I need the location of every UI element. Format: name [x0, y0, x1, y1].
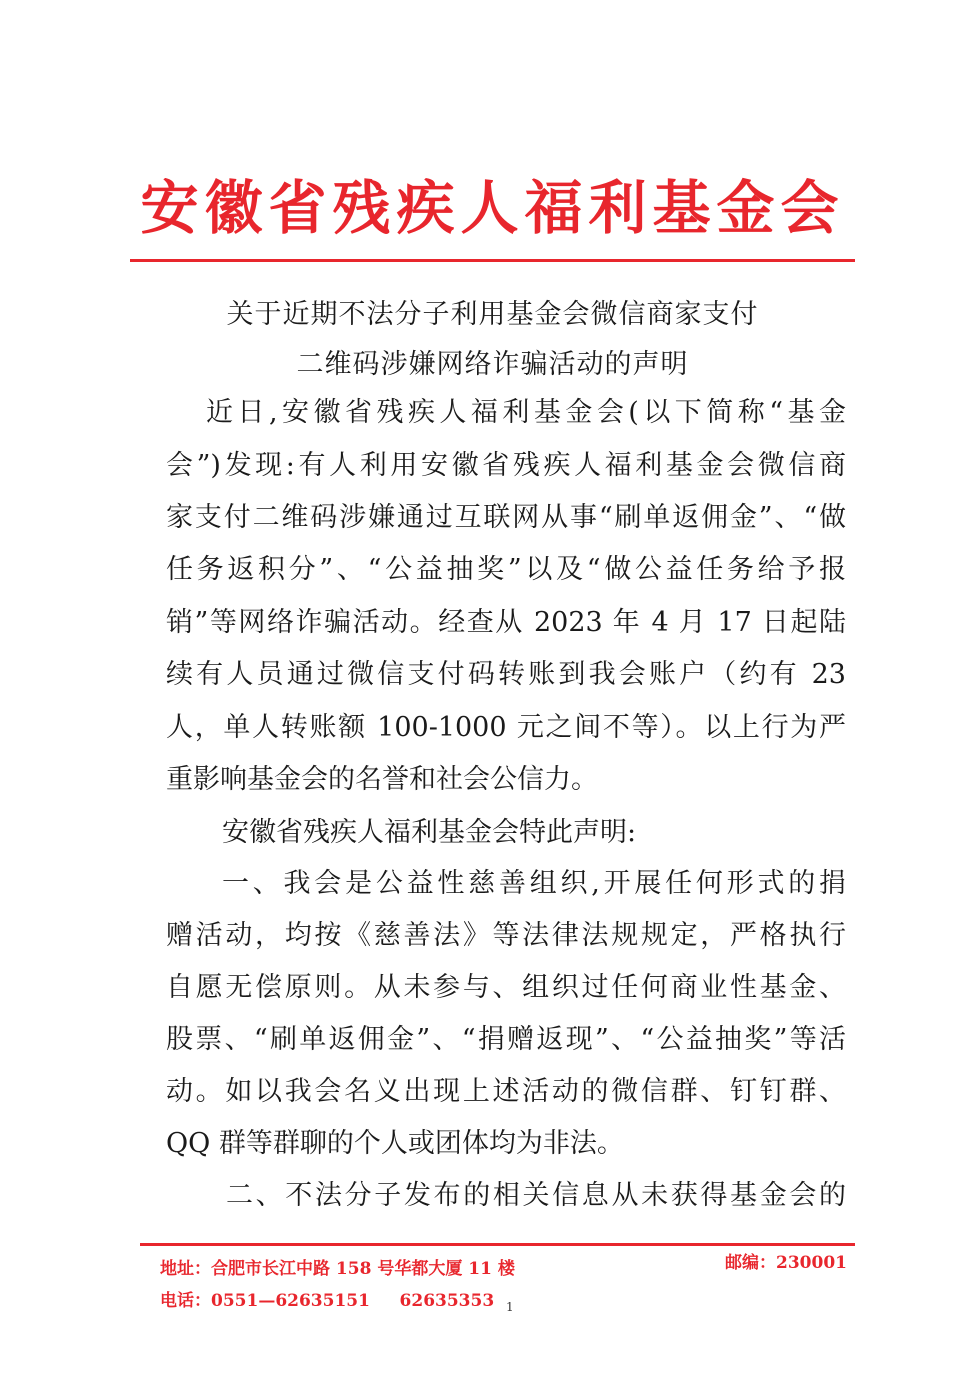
paragraph-line: 家支付二维码涉嫌通过互联网从事“刷单返佣金”、“做 [166, 502, 846, 533]
header-divider [130, 259, 855, 262]
paragraph-line: 股票、“刷单返佣金”、“捐赠返现”、“公益抽奖”等活 [166, 1024, 846, 1055]
footer-address: 地址：合肥市长江中路 158 号华都大厦 11 楼 [160, 1259, 515, 1279]
paragraph-line: 动。如以我会名义出现上述活动的微信群、钉钉群、 [166, 1076, 846, 1107]
paragraph-line: 自愿无偿原则。从未参与、组织过任何商业性基金、 [166, 972, 846, 1003]
document-title-line-1: 关于近期不法分子利用基金会微信商家支付 [226, 299, 759, 330]
organization-name-header: 安徽省残疾人福利基金会 [140, 174, 845, 242]
footer-divider [140, 1243, 855, 1246]
footer-phone: 电话：0551—62635151 62635353 [160, 1291, 495, 1311]
page-number: 1 [506, 1300, 514, 1314]
paragraph-line: 赠活动，均按《慈善法》等法律法规规定，严格执行 [166, 920, 846, 951]
footer-postcode: 邮编：230001 [725, 1253, 847, 1273]
paragraph-line: 人，单人转账额 100-1000 元之间不等）。以上行为严 [166, 712, 846, 743]
document-title-line-2: 二维码涉嫌网络诈骗活动的声明 [296, 349, 689, 380]
paragraph-line: 二、不法分子发布的相关信息从未获得基金会的 [226, 1180, 846, 1211]
paragraph-line: 续有人员通过微信支付码转账到我会账户（约有 23 [166, 659, 846, 690]
paragraph-line: 会”)发现:有人利用安徽省残疾人福利基金会微信商 [166, 450, 846, 481]
paragraph-line: 近日,安徽省残疾人福利基金会(以下简称“基金 [206, 397, 846, 428]
paragraph-line: 一、我会是公益性慈善组织,开展任何形式的捐 [222, 868, 846, 899]
paragraph-line: 销”等网络诈骗活动。经查从 2023 年 4 月 17 日起陆 [166, 607, 846, 638]
paragraph-line: QQ 群等群聊的个人或团体均为非法。 [166, 1128, 624, 1159]
paragraph-line: 任务返积分”、“公益抽奖”以及“做公益任务给予报 [166, 554, 846, 585]
paragraph-line: 重影响基金会的名誉和社会公信力。 [166, 764, 598, 795]
paragraph-line: 安徽省残疾人福利基金会特此声明: [222, 817, 637, 848]
